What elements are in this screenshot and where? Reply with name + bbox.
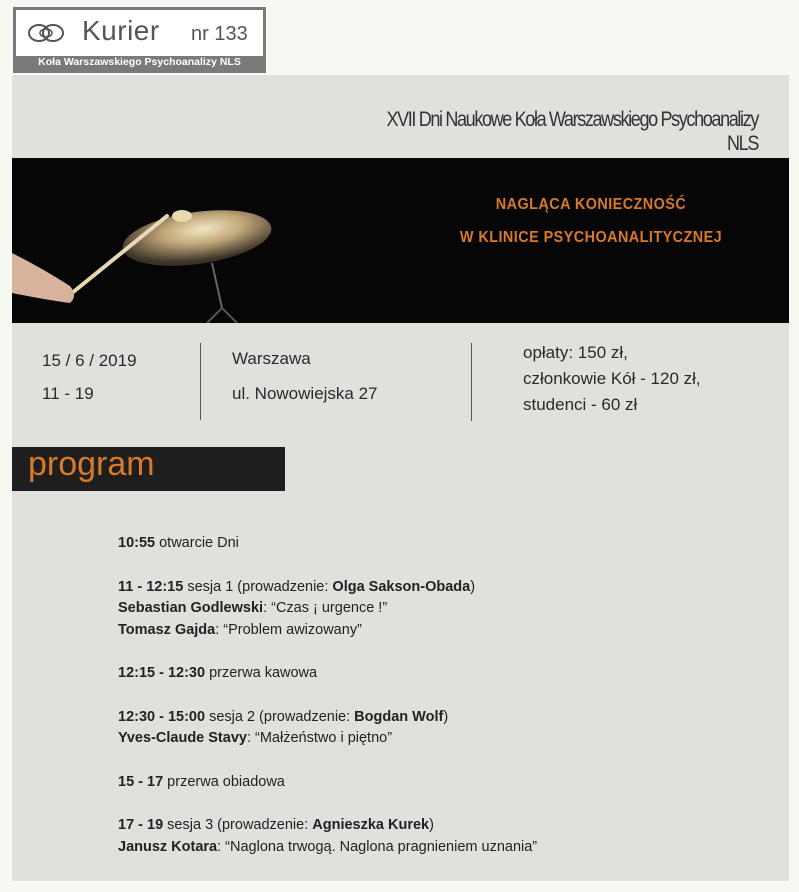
speaker-name: Tomasz Gajda	[118, 621, 216, 638]
speaker-name: Sebastian Godlewski	[118, 600, 264, 616]
event-address: ul. Nowowiejska 27	[232, 384, 378, 403]
kurier-logo	[13, 7, 266, 73]
logo-inner	[16, 10, 263, 56]
item-text: przerwa obiadowa	[163, 773, 285, 790]
banner-line-1: NAGLĄCA KONIECZNOŚĆ	[495, 196, 687, 213]
talk-title: : “Małżeństwo i piętno”	[246, 730, 393, 746]
banner-heading	[430, 188, 752, 254]
event-city: Warszawa	[232, 349, 311, 368]
item-time: 12:30 - 15:00	[118, 708, 206, 725]
talk-title: : “Czas ¡ urgence !”	[263, 600, 388, 616]
schedule	[118, 533, 718, 880]
session-chair: Bogdan Wolf	[354, 708, 444, 725]
item-text: sesja 2 (prowadzenie:	[205, 708, 355, 725]
schedule-item	[118, 577, 718, 642]
talk-title: : “Problem awizowany”	[215, 621, 362, 638]
item-time: 17 - 19	[118, 817, 164, 833]
banner-line-2: W KLINICE PSYCHOANALITYCZNEJ	[459, 229, 723, 246]
info-divider-2	[471, 343, 472, 421]
logo-subtitle: Koła Warszawskiego Psychoanalizy NLS	[38, 56, 241, 68]
logo-issue-number: nr 133	[191, 23, 248, 45]
event-date: 15 / 6 / 2019	[42, 351, 137, 370]
schedule-item	[118, 707, 718, 750]
item-time: 10:55	[118, 535, 156, 551]
session-chair: Agnieszka Kurek	[312, 817, 430, 833]
speaker-name: Yves-Claude Stavy	[118, 730, 247, 746]
info-divider-1	[200, 343, 201, 420]
talk-title: : “Naglona trwogą. Naglona pragnieniem uznania”	[217, 838, 538, 855]
schedule-item	[118, 533, 718, 555]
fee-members: członkowie Kół - 120 zł,	[523, 369, 701, 388]
schedule-item	[118, 663, 718, 685]
item-time: 11 - 12:15	[118, 578, 184, 595]
rings-logo-icon	[26, 20, 66, 46]
schedule-item	[118, 815, 718, 858]
date-time-block	[42, 344, 137, 410]
fee-students: studenci - 60 zł	[523, 395, 638, 414]
schedule-item	[118, 772, 718, 794]
session-chair: Olga Sakson-Obada	[332, 578, 471, 595]
fee-standard: opłaty: 150 zł,	[523, 343, 628, 362]
item-text: przerwa kawowa	[205, 665, 318, 681]
program-label: program	[28, 445, 155, 483]
item-text: sesja 1 (prowadzenie:	[183, 578, 333, 595]
cymbal-drumstick-image	[12, 158, 312, 323]
item-text: )	[470, 578, 476, 595]
item-text: )	[443, 708, 449, 725]
location-block	[232, 341, 378, 411]
event-hours: 11 - 19	[42, 384, 94, 403]
item-text: otwarcie Dni	[155, 535, 239, 551]
item-time: 15 - 17	[118, 773, 164, 790]
item-text: sesja 3 (prowadzenie:	[163, 817, 313, 833]
item-time: 12:15 - 12:30	[118, 665, 206, 681]
event-title: XVII Dni Naukowe Koła Warszawskiego Psychoanalizy NLS	[386, 108, 758, 155]
logo-title: Kurier	[82, 15, 160, 46]
speaker-name: Janusz Kotara	[118, 838, 218, 855]
fees-block	[523, 340, 701, 418]
banner	[12, 158, 789, 323]
program-header	[12, 447, 285, 491]
item-text: )	[429, 817, 434, 833]
